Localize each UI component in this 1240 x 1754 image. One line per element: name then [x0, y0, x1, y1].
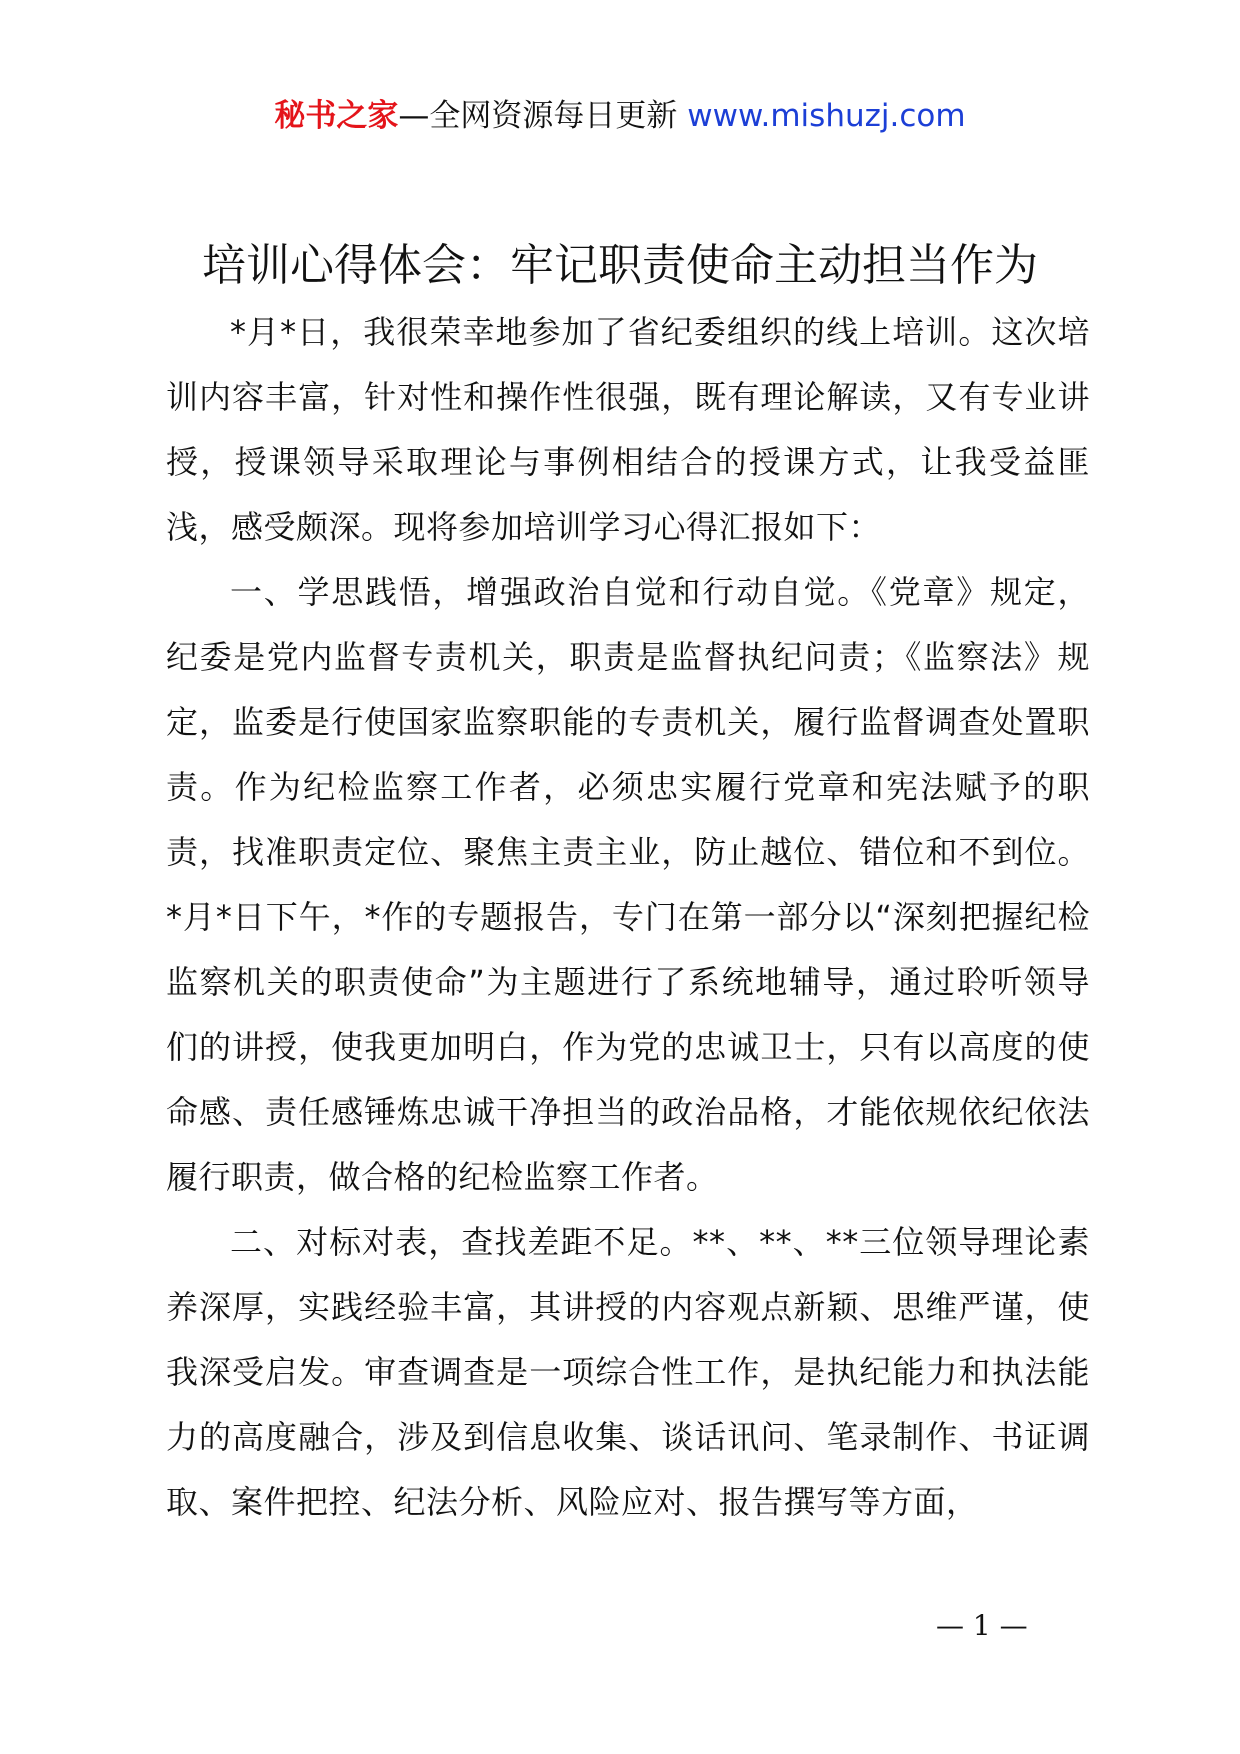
paragraph-section-one: 一、学思践悟，增强政治自觉和行动自觉。《党章》规定，纪委是党内监督专责机关，职责是监督执纪问责；《监察法》规定，监委是行使国家监察职能的专责机关，履行监督调查处置职责。作为纪检监察工作者，必须忠实履行党章和宪法赋予的职责，找准职责定位、聚焦主责主业，防止越位、错位和不到位。*月*日下午，*作的专题报告，专门在第一部分以“深刻把握纪检监察机关的职责使命”为主题进行了系统地辅导，通过聆听领导们的讲授，使我更加明白，作为党的忠诚卫士，只有以高度的使命感、责任感锤炼忠诚干净担当的政治品格，才能依规依纪依法履行职责，做合格的纪检监察工作者。 — [166, 573, 1090, 1196]
site-url-link[interactable]: www.mishuzj.com — [687, 98, 966, 134]
document-title: 培训心得体会：牢记职责使命主动担当作为 — [202, 240, 1038, 291]
page-number: — 1 — — [936, 1609, 1028, 1642]
header-slogan: —全网资源每日更新 — [398, 98, 678, 134]
site-header — [0, 96, 1240, 136]
paragraph-section-two: 二、对标对表，查找差距不足。**、**、**三位领导理论素养深厚，实践经验丰富，其讲授的内容观点新颖、思维严谨，使我深受启发。审查调查是一项综合性工作，是执纪能力和执法能力的高度融合，涉及到信息收集、谈话讯问、笔录制作、书证调取、案件把控、纪法分析、风险应对、报告撰写等方面， — [166, 1223, 1090, 1521]
paragraph-intro: *月*日，我很荣幸地参加了省纪委组织的线上培训。这次培训内容丰富，针对性和操作性很强，既有理论解读，又有专业讲授，授课领导采取理论与事例相结合的授课方式，让我受益匪浅，感受颇深。现将参加培训学习心得汇报如下： — [166, 313, 1090, 546]
document-body — [166, 300, 1090, 1535]
brand-name: 秘书之家 — [274, 98, 399, 134]
